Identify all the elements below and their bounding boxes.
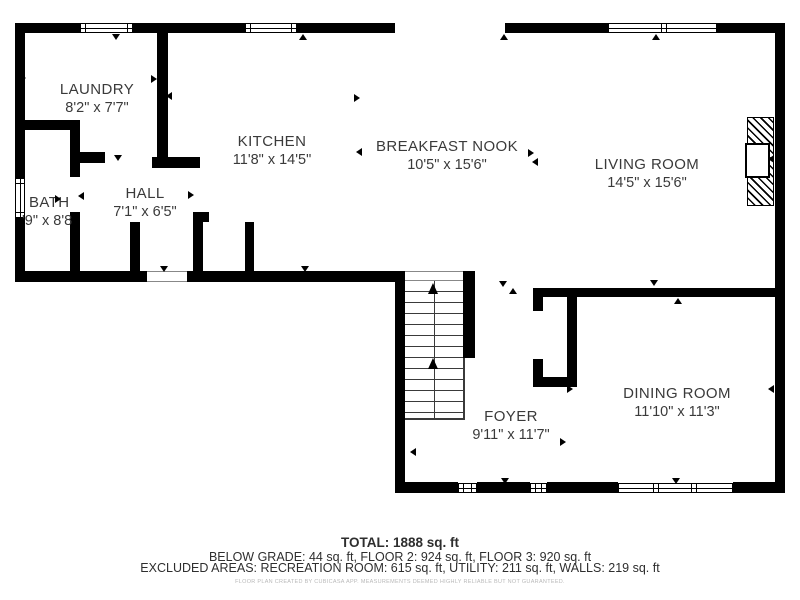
room-name: DINING ROOM [623,385,731,402]
room-dimensions: 7'1" x 6'5" [113,204,177,220]
door-swing-marker-icon [560,438,566,446]
room-dimensions: 8'2" x 7'7" [65,100,129,116]
room-label-hall [113,184,176,221]
stair-right-wall [463,271,475,358]
hall-top-wall [78,152,105,163]
room-dimensions: '9" x 8'8 [22,213,73,229]
room-label-dining-room [623,384,731,421]
hall-right-wall [193,212,203,282]
foyer-left-wall [395,271,405,493]
door-swing-marker-icon [509,288,517,294]
door-swing-marker-icon [354,94,360,102]
door-swing-marker-icon [20,74,26,82]
exterior-wall-bottom [547,482,618,493]
room-name: KITCHEN [237,133,307,150]
room-dimensions: 10'5" x 15'6" [407,157,487,173]
door-swing-marker-icon [160,266,168,272]
window-icon [608,23,717,33]
stair-top-opening [405,271,463,281]
door-swing-marker-icon [768,155,774,163]
closet-divider-wall [245,222,254,282]
hall-right-wall-cap [193,212,209,222]
door-swing-marker-icon [78,192,84,200]
exterior-wall-right [775,23,785,493]
disclaimer-text: FLOOR PLAN CREATED BY CUBICASA APP. MEASUREMENTS DEEMED HIGHLY RELIABLE BUT NOT GUARANTEED. [235,579,565,585]
room-name: BATH [29,194,70,211]
bath-right-wall [70,120,80,177]
door-swing-marker-icon [650,280,658,286]
room-label-kitchen [233,132,311,169]
foyer-closet-wall [533,297,543,311]
exterior-wall-left [15,23,25,178]
back-door-opening [147,271,187,282]
room-label-laundry [60,80,134,117]
door-swing-marker-icon [356,148,362,156]
door-swing-marker-icon [499,281,507,287]
room-dimensions: 9'11" x 11'7" [472,427,550,443]
room-label-bath [22,193,72,230]
room-dimensions: 14'5" x 15'6" [607,175,687,191]
window-icon [458,483,477,493]
window-icon [245,23,297,33]
exterior-wall-bottom-left [15,271,147,282]
room-label-foyer [472,407,549,444]
door-swing-marker-icon [672,478,680,484]
exterior-wall-top [133,23,245,33]
exterior-wall-bottom [733,482,785,493]
room-name: LIVING ROOM [594,156,700,173]
foyer-closet-wall [567,297,577,387]
window-icon [530,483,547,493]
stair-direction-arrow-icon [428,283,438,294]
total-area-text: TOTAL: 1888 sq. ft [340,535,460,550]
exterior-wall-top [505,23,608,33]
exterior-wall-top [297,23,395,33]
door-swing-marker-icon [114,155,122,161]
door-swing-marker-icon [55,195,61,203]
room-name: BREAKFAST NOOK [375,138,519,155]
stair-edge [405,418,465,420]
door-swing-marker-icon [768,385,774,393]
door-swing-marker-icon [410,448,416,456]
room-name: LAUNDRY [59,81,135,98]
hall-top-wall [152,157,200,168]
window-icon [80,23,133,33]
room-name: HALL [125,185,165,202]
door-swing-marker-icon [674,298,682,304]
door-swing-marker-icon [151,75,157,83]
door-swing-marker-icon [166,92,172,100]
door-swing-marker-icon [652,34,660,40]
room-dimensions: 11'8" x 14'5" [232,152,312,168]
door-swing-marker-icon [299,34,307,40]
door-swing-marker-icon [528,149,534,157]
door-swing-marker-icon [301,266,309,272]
room-dimensions: 11'10" x 11'3" [634,404,720,420]
exterior-wall-bottom [395,482,458,493]
door-swing-marker-icon [567,385,573,393]
door-swing-marker-icon [112,34,120,40]
window-icon [618,483,733,493]
staircase [405,281,463,420]
fireplace-firebox [745,143,770,178]
exterior-wall-bottom-left [187,271,405,282]
floor-areas-text: BELOW GRADE: 44 sq. ft, FLOOR 2: 924 sq. ft, FLOOR 3: 920 sq. ft [208,550,592,564]
dining-top-wall [533,288,785,297]
door-swing-marker-icon [532,158,538,166]
excluded-areas-text: EXCLUDED AREAS: RECREATION ROOM: 615 sq. ft, UTILITY: 211 sq. ft, WALLS: 219 sq. ft [140,561,660,575]
room-name: FOYER [484,408,538,425]
room-label-breakfast-nook [376,137,518,174]
door-swing-marker-icon [500,34,508,40]
closet-divider-wall [130,222,140,282]
stair-edge [463,358,465,420]
stair-direction-arrow-icon [428,358,438,369]
room-label-living-room [595,155,699,192]
door-swing-marker-icon [188,191,194,199]
door-swing-marker-icon [501,478,509,484]
bath-top-wall [15,120,77,130]
